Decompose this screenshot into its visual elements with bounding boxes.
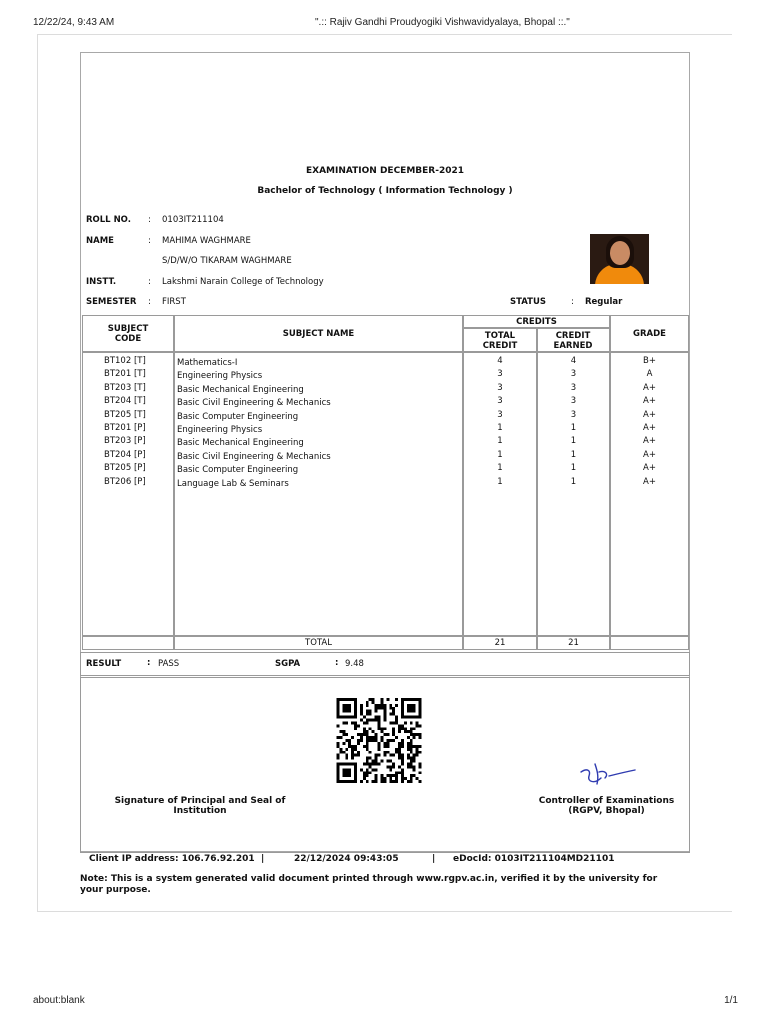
grade-cell: A+ — [643, 476, 656, 487]
header-credit-earned: CREDIT EARNED — [553, 331, 593, 351]
print-url: about:blank — [33, 995, 85, 1006]
grade-cell: A — [646, 369, 653, 380]
credit-earned-cell: 1 — [570, 436, 577, 447]
subject-name-cell: Basic Mechanical Engineering — [177, 438, 304, 449]
student-name: MAHIMA WAGHMARE — [162, 236, 251, 246]
edoc-id: eDocId: 0103IT211104MD21101 — [453, 854, 615, 864]
subject-code-cell: BT206 [P] — [104, 476, 146, 487]
marks-table — [80, 315, 690, 651]
credit-earned-cell: 3 — [570, 409, 577, 420]
separator-1: | — [261, 854, 265, 864]
subject-code-cell: BT203 [T] — [104, 382, 146, 393]
subject-code-cell: BT102 [T] — [104, 356, 146, 366]
guardian-name: S/D/W/O TIKARAM WAGHMARE — [162, 256, 292, 266]
result-value: PASS — [158, 659, 180, 669]
status-colon: : — [571, 297, 574, 307]
name-label: NAME — [86, 236, 114, 246]
institute-label: INSTT. — [86, 277, 117, 287]
subject-name-cell: Basic Civil Engineering & Mechanics — [177, 398, 331, 409]
subject-name-cell: Basic Civil Engineering & Mechanics — [177, 451, 331, 462]
print-page-title: ".:: Rajiv Gandhi Proudyogiki Vishwavidyalaya, Bhopal ::." — [315, 17, 570, 28]
header-total-credit: TOTAL CREDIT — [482, 331, 518, 351]
subject-name-cell: Basic Computer Engineering — [177, 411, 299, 422]
credit-earned-cell: 1 — [570, 476, 577, 487]
controller-title: Controller of Examinations — [538, 796, 675, 806]
credit-earned-cell: 1 — [570, 463, 577, 474]
subject-code-cell: BT201 [T] — [104, 369, 146, 380]
grade-cell: A+ — [643, 449, 656, 460]
result-label: RESULT — [86, 659, 122, 669]
total-credit-list — [463, 355, 537, 489]
total-credit-cell: 1 — [497, 422, 503, 433]
subject-code-cell: BT201 [P] — [104, 422, 146, 433]
roll-number: 0103IT211104 — [162, 215, 224, 225]
name-colon: : — [148, 236, 151, 246]
status-value: Regular — [585, 297, 623, 307]
grade-cell: B+ — [643, 356, 656, 366]
print-page-number: 1/1 — [724, 995, 738, 1006]
credit-earned-list — [537, 355, 610, 489]
header-grade: GRADE — [633, 329, 666, 339]
separator-2: | — [432, 854, 436, 864]
status-label: STATUS — [510, 297, 547, 307]
subject-name-cell: Basic Computer Engineering — [177, 465, 299, 476]
credit-earned-cell: 1 — [570, 422, 577, 433]
total-credit-sum: 21 — [494, 638, 506, 648]
subject-code-cell: BT205 [P] — [104, 463, 146, 474]
sgpa-colon: : — [335, 658, 339, 668]
controller-signature-label — [534, 796, 679, 816]
grade-cell: A+ — [643, 409, 656, 420]
print-footer — [33, 995, 738, 1009]
total-earned-sum: 21 — [568, 638, 579, 648]
semester-label: SEMESTER — [86, 297, 137, 307]
semester-value: FIRST — [162, 297, 186, 307]
print-timestamp: 22/12/2024 09:43:05 — [294, 854, 399, 864]
program-name: Bachelor of Technology ( Information Technology ) — [257, 186, 513, 196]
sgpa-value: 9.48 — [345, 659, 364, 669]
client-ip: Client IP address: 106.76.92.201 — [89, 854, 255, 864]
credit-earned-cell: 3 — [570, 396, 577, 407]
credit-earned-cell: 4 — [570, 356, 577, 366]
controller-signature-icon — [575, 758, 641, 788]
header-subject-name: SUBJECT NAME — [282, 329, 355, 339]
grade-cell: A+ — [643, 382, 656, 393]
total-credit-cell: 1 — [497, 463, 503, 474]
subject-name-cell: Language Lab & Seminars — [177, 478, 289, 489]
grade-cell: A+ — [643, 396, 656, 407]
grade-cell: A+ — [643, 436, 656, 447]
subject-code-cell: BT204 [P] — [104, 449, 146, 460]
semester-colon: : — [148, 297, 151, 307]
total-credit-cell: 3 — [497, 409, 503, 420]
total-row-cell-grade — [610, 636, 689, 650]
credit-earned-cell: 3 — [570, 382, 577, 393]
subject-name-cell: Engineering Physics — [177, 371, 263, 382]
principal-signature-label: Signature of Principal and Seal of Institution — [114, 796, 286, 816]
sgpa-label: SGPA — [275, 659, 301, 669]
exam-title: EXAMINATION DECEMBER-2021 — [305, 166, 464, 176]
header-credits: CREDITS — [516, 317, 557, 327]
subject-name-cell: Basic Mechanical Engineering — [177, 384, 304, 395]
print-datetime: 12/22/24, 9:43 AM — [33, 17, 115, 28]
controller-org: (RGPV, Bhopal) — [568, 806, 645, 816]
total-credit-cell: 3 — [497, 369, 503, 380]
total-credit-cell: 1 — [497, 436, 503, 447]
print-header — [33, 17, 738, 31]
grade-cell: A+ — [643, 463, 656, 474]
student-photo — [590, 234, 649, 284]
total-credit-cell: 4 — [497, 356, 503, 366]
credit-earned-cell: 3 — [570, 369, 577, 380]
total-credit-cell: 1 — [497, 476, 503, 487]
header-subject-code: SUBJECT CODE — [107, 324, 149, 344]
subject-code-cell: BT203 [P] — [104, 436, 146, 447]
grade-cell: A+ — [643, 422, 656, 433]
subject-code-cell: BT205 [T] — [104, 409, 146, 420]
total-credit-cell: 3 — [497, 396, 503, 407]
subject-name-cell: Engineering Physics — [177, 424, 263, 435]
total-credit-cell: 3 — [497, 382, 503, 393]
qr-code-icon — [334, 698, 424, 783]
total-label: TOTAL — [305, 638, 332, 648]
verification-note: Note: This is a system generated valid document printed through www.rgpv.ac.in, verified it by the university for your purpose. — [80, 874, 658, 895]
credit-earned-cell: 1 — [570, 449, 577, 460]
roll-label: ROLL NO. — [86, 215, 131, 225]
subject-name-cell: Mathematics-I — [177, 358, 238, 368]
subject-code-list — [104, 355, 164, 489]
result-colon: : — [147, 658, 151, 668]
roll-colon: : — [148, 215, 151, 225]
institute-name: Lakshmi Narain College of Technology — [162, 277, 324, 287]
institute-colon: : — [148, 277, 151, 287]
total-row-cell-code — [82, 636, 174, 650]
total-credit-cell: 1 — [497, 449, 503, 460]
subject-name-list — [177, 357, 457, 491]
subject-code-cell: BT204 [T] — [104, 396, 146, 407]
grade-list — [610, 355, 689, 489]
